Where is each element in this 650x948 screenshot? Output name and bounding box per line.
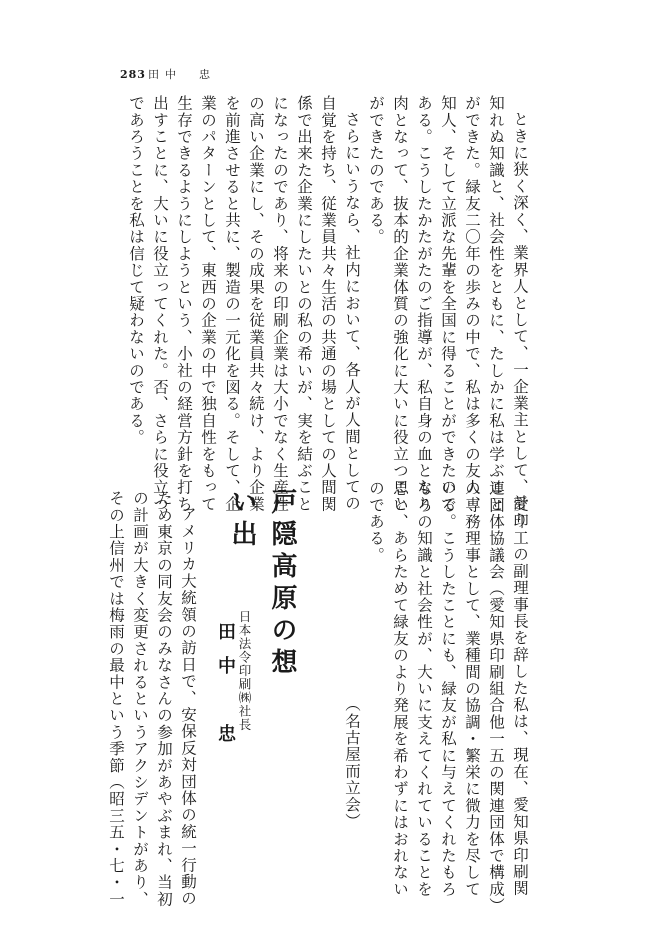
body-line: 知れぬ知識と、社会性をともに、たしかに私は学ぶこと (487, 95, 505, 513)
body-line: を前進させると共に、製造の一元化を図る。そして、企 (223, 95, 241, 513)
article-title: 戸隠高原の想い出 (227, 488, 297, 680)
body-line: アメリカ大統領の訪日で、安保反対団体の統一行動の (179, 505, 197, 907)
body-line: 思い、あらためて緑友のより発展を希わずにはおれない (391, 480, 409, 898)
body-line: 係で出来た企業にしたいとの私の希いが、実を結ぶこと (295, 95, 313, 513)
body-line: であろうことを私は信じて疑わないのである。 (127, 95, 145, 446)
body-line: ため東京の同友会のみなさんの参加があやぶまれ、当初 (155, 490, 173, 908)
page-number: 283 (120, 68, 146, 81)
body-line: 出すことに、大いに役立ってくれた。否、さらに役立つ (151, 95, 169, 513)
author-affiliation: 日本法令印刷㈱社長 (237, 610, 252, 732)
byline (215, 610, 253, 880)
body-line: ときに狭く深く、業界人として、一企業主として、計り (511, 110, 529, 528)
body-line: の高い企業にし、その成果を従業員共々続け、より企業 (247, 95, 265, 513)
author-name: 田中 忠 (215, 622, 236, 758)
running-head-author: 田中 忠 (147, 68, 216, 81)
body-line: さらにいうなら、社内において、各人が人間としての (343, 110, 361, 512)
page-header (120, 66, 216, 82)
body-line: のである。 (367, 480, 385, 564)
body-line: ができた。緑友二〇年の歩みの中で、私は多くの友人、 (463, 95, 481, 513)
body-line: 愛印工の副理事長を辞した私は、現在、愛知県印刷関 (511, 495, 529, 897)
body-line: 連団体協議会（愛知県印刷組合他一五の関連団体で構成） (487, 480, 505, 915)
body-line: 知人、そして立派な先輩を全国に得ることができたので (439, 95, 457, 513)
body-line: 自覚を持ち、従業員共々生活の共通の場としての人間関 (319, 95, 337, 513)
body-line: その上信州では梅雨の最中という季節（昭三五・七・一 (107, 490, 125, 908)
previous-article-body-upper (127, 95, 532, 528)
body-line: の専務理事として、業種間の協調・繁栄に微力を尽して (463, 480, 481, 898)
body-line: いる。こうしたことにも、緑友が私に与えてくれたもろ (439, 480, 457, 898)
article-body (85, 490, 200, 908)
body-line: 業のパターンとして、東西の企業の中で独自性をもって (199, 95, 217, 513)
body-line: もろの知識と社会性が、大いに支えてくれていることを (415, 480, 433, 898)
signature: （名古屋而立会） (343, 696, 361, 830)
body-line: 肉となって、抜本的企業体質の強化に大いに役立つこと (391, 95, 409, 513)
body-line: の計画が大きく変更されるというアクシデントがあり、 (131, 490, 149, 908)
body-line: ができたのである。 (367, 95, 385, 246)
body-line: になったのであり、将来の印刷企業は大小でなく生産性 (271, 95, 289, 513)
body-line: 生存できるようにしようという、小社の経営方針を打ち (175, 95, 193, 513)
body-line: ある。こうしたかたがたのご指導が、私自身の血となり (415, 95, 433, 513)
